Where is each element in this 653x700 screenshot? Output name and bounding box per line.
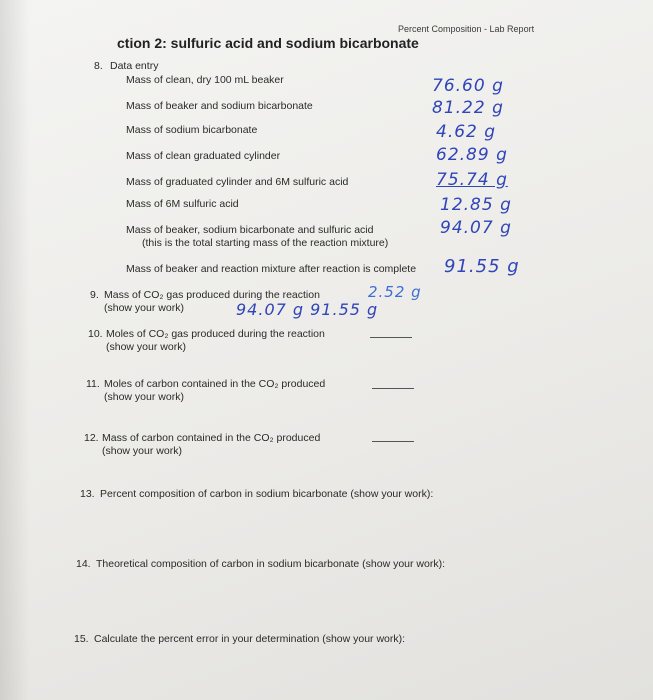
question-number: 15. (74, 633, 89, 645)
data-row-value: 4.62 g (436, 122, 497, 142)
data-entry-title: Data entry (110, 60, 159, 72)
data-row-value: 91.55 g (444, 256, 520, 277)
data-row-label: Mass of 6M sulfuric acid (126, 198, 239, 210)
question-number: 12. (84, 432, 99, 444)
data-row-value: 12.85 g (440, 195, 512, 215)
data-entry-number: 8. (94, 60, 103, 72)
data-row-label: Mass of graduated cylinder and 6M sulfuric acid (126, 176, 349, 188)
data-row-value: 76.60 g (432, 76, 504, 96)
question-number: 9. (90, 289, 99, 301)
data-row-label: Mass of sodium bicarbonate (126, 124, 258, 136)
question-text: Calculate the percent error in your determination (show your work): (94, 633, 406, 645)
question-number: 14. (76, 558, 91, 570)
question-text: Theoretical composition of carbon in sodium bicarbonate (show your work): (96, 558, 445, 570)
section-title: ction 2: sulfuric acid and sodium bicarbonate (117, 35, 419, 51)
question-subtext: (show your work) (104, 391, 184, 403)
data-row-sublabel: (this is the total starting mass of the reaction mixture) (142, 237, 389, 249)
answer-blank (372, 388, 414, 389)
question-subtext: (show your work) (106, 341, 186, 353)
data-row-label: Mass of clean graduated cylinder (126, 150, 281, 162)
data-row-value: 62.89 g (436, 145, 508, 165)
question-text: Moles of carbon contained in the CO₂ produced (104, 378, 326, 390)
data-row-value: 81.22 g (432, 98, 504, 118)
question-number: 11. (86, 378, 100, 390)
data-row-label: Mass of clean, dry 100 mL beaker (126, 74, 284, 86)
question-number: 10. (88, 328, 103, 340)
question-text: Percent composition of carbon in sodium bicarbonate (show your work): (100, 488, 434, 500)
question-text: Mass of carbon contained in the CO₂ produced (102, 432, 321, 444)
question-text: Mass of CO₂ gas produced during the reaction (104, 289, 320, 301)
data-row-value: 94.07 g (440, 218, 512, 238)
question-text: Moles of CO₂ gas produced during the reaction (106, 328, 325, 340)
question-subtext: (show your work) (102, 445, 182, 457)
handwritten-work: 94.07 g 91.55 g (236, 300, 379, 319)
question-number: 13. (80, 488, 95, 500)
answer-blank (372, 441, 414, 442)
page-shadow (0, 0, 30, 700)
data-row-label: Mass of beaker and reaction mixture after reaction is complete (126, 263, 417, 275)
data-row-label: Mass of beaker and sodium bicarbonate (126, 100, 313, 112)
data-row-label: Mass of beaker, sodium bicarbonate and sulfuric acid (126, 224, 374, 236)
report-title: Percent Composition - Lab Report (398, 24, 535, 34)
answer-blank (370, 337, 412, 338)
data-row-value: 75.74 g (436, 170, 508, 190)
question-answer: 2.52 g (368, 283, 422, 301)
question-subtext: (show your work) (104, 302, 184, 314)
